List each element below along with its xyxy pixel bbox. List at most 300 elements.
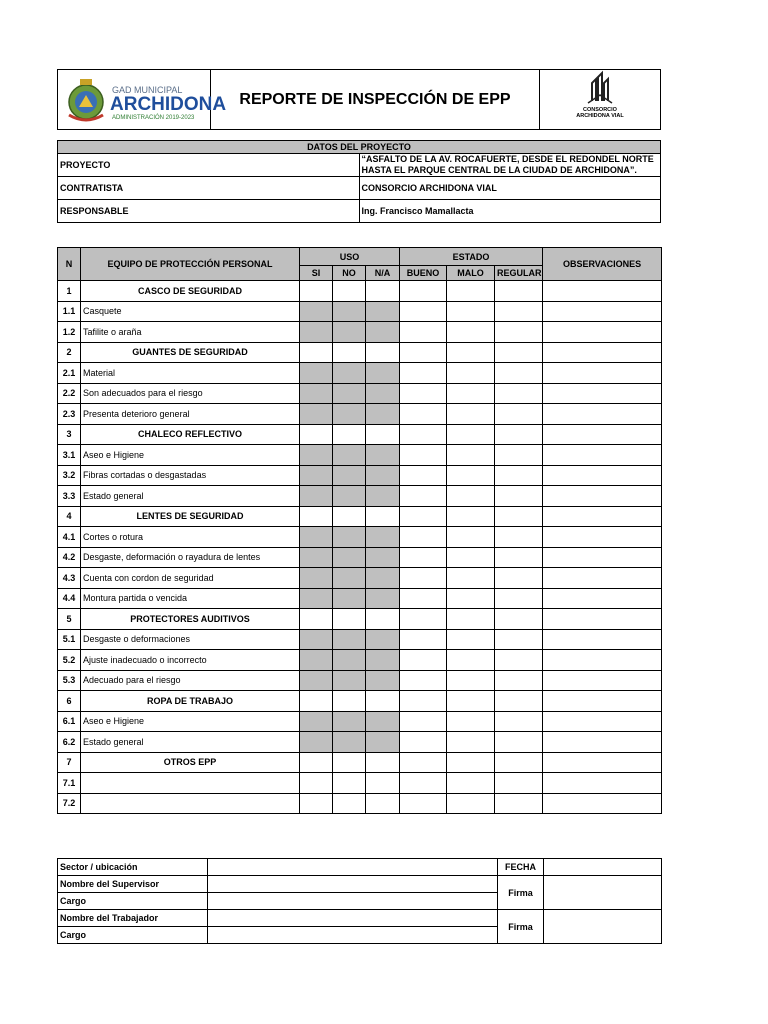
row-number: 6.1 — [58, 711, 81, 732]
sector-input[interactable] — [208, 859, 498, 876]
trabajador-label: Nombre del Trabajador — [58, 910, 208, 927]
col-regular-header: REGULAR — [495, 266, 543, 281]
si-cell[interactable] — [300, 383, 333, 404]
row-number: 5 — [58, 609, 81, 630]
malo-cell[interactable] — [447, 773, 495, 794]
regular-cell[interactable] — [495, 363, 543, 384]
si-cell[interactable] — [300, 342, 333, 363]
regular-cell[interactable] — [495, 322, 543, 343]
no-cell[interactable] — [333, 711, 366, 732]
si-cell[interactable] — [300, 301, 333, 322]
no-cell[interactable] — [333, 588, 366, 609]
na-cell[interactable] — [366, 793, 400, 814]
na-cell[interactable] — [366, 322, 400, 343]
row-number: 7.2 — [58, 793, 81, 814]
row-number: 1.2 — [58, 322, 81, 343]
item-row — [58, 527, 662, 548]
row-number: 7.1 — [58, 773, 81, 794]
na-cell[interactable] — [366, 465, 400, 486]
row-number: 4 — [58, 506, 81, 527]
col-na-header: N/A — [366, 266, 400, 281]
observaciones-cell[interactable] — [543, 568, 662, 589]
regular-cell[interactable] — [495, 506, 543, 527]
na-cell[interactable] — [366, 711, 400, 732]
observaciones-cell[interactable] — [543, 527, 662, 548]
bueno-cell[interactable] — [400, 793, 447, 814]
regular-cell[interactable] — [495, 424, 543, 445]
no-cell[interactable] — [333, 363, 366, 384]
logo-line2: ARCHIDONA — [110, 93, 227, 115]
bueno-cell[interactable] — [400, 670, 447, 691]
observaciones-cell[interactable] — [543, 691, 662, 712]
supervisor-label: Nombre del Supervisor — [58, 876, 208, 893]
regular-cell[interactable] — [495, 732, 543, 753]
firma-trabajador-label: Firma — [498, 910, 544, 944]
item-label: Aseo e Higiene — [81, 445, 300, 466]
na-cell[interactable] — [366, 752, 400, 773]
no-cell[interactable] — [333, 322, 366, 343]
na-cell[interactable] — [366, 547, 400, 568]
malo-cell[interactable] — [447, 424, 495, 445]
no-cell[interactable] — [333, 342, 366, 363]
na-cell[interactable] — [366, 404, 400, 425]
bueno-cell[interactable] — [400, 752, 447, 773]
observaciones-cell[interactable] — [543, 773, 662, 794]
regular-cell[interactable] — [495, 342, 543, 363]
signature-table — [57, 858, 662, 944]
col-no-header: NO — [333, 266, 366, 281]
consortium-logo-line2: ARCHIDONA VIAL — [576, 112, 624, 119]
si-cell[interactable] — [300, 527, 333, 548]
row-number: 4.1 — [58, 527, 81, 548]
na-cell[interactable] — [366, 670, 400, 691]
bueno-cell[interactable] — [400, 281, 447, 302]
row-number: 1 — [58, 281, 81, 302]
item-label: Fibras cortadas o desgastadas — [81, 465, 300, 486]
regular-cell[interactable] — [495, 773, 543, 794]
bueno-cell[interactable] — [400, 301, 447, 322]
report-header — [57, 69, 661, 130]
na-cell[interactable] — [366, 588, 400, 609]
no-cell[interactable] — [333, 793, 366, 814]
item-row — [58, 629, 662, 650]
si-cell[interactable] — [300, 609, 333, 630]
item-label: Son adecuados para el riesgo — [81, 383, 300, 404]
na-cell[interactable] — [366, 609, 400, 630]
na-cell[interactable] — [366, 342, 400, 363]
row-number: 2.1 — [58, 363, 81, 384]
si-cell[interactable] — [300, 773, 333, 794]
regular-cell[interactable] — [495, 281, 543, 302]
section-row — [58, 691, 662, 712]
row-number: 1.1 — [58, 301, 81, 322]
observaciones-cell[interactable] — [543, 629, 662, 650]
no-cell[interactable] — [333, 547, 366, 568]
bueno-cell[interactable] — [400, 342, 447, 363]
item-row — [58, 445, 662, 466]
observaciones-cell[interactable] — [543, 793, 662, 814]
regular-cell[interactable] — [495, 629, 543, 650]
item-row — [58, 568, 662, 589]
si-cell[interactable] — [300, 363, 333, 384]
bueno-cell[interactable] — [400, 465, 447, 486]
municipal-logo — [60, 71, 227, 129]
regular-cell[interactable] — [495, 383, 543, 404]
item-row — [58, 588, 662, 609]
bueno-cell[interactable] — [400, 691, 447, 712]
malo-cell[interactable] — [447, 322, 495, 343]
na-cell[interactable] — [366, 486, 400, 507]
si-cell[interactable] — [300, 588, 333, 609]
section-row — [58, 281, 662, 302]
malo-cell[interactable] — [447, 793, 495, 814]
section-title: GUANTES DE SEGURIDAD — [81, 342, 300, 363]
section-title: PROTECTORES AUDITIVOS — [81, 609, 300, 630]
si-cell[interactable] — [300, 732, 333, 753]
na-cell[interactable] — [366, 773, 400, 794]
na-cell[interactable] — [366, 281, 400, 302]
item-row — [58, 465, 662, 486]
row-number: 4.2 — [58, 547, 81, 568]
no-cell[interactable] — [333, 732, 366, 753]
item-label: Adecuado para el riesgo — [81, 670, 300, 691]
si-cell[interactable] — [300, 506, 333, 527]
no-cell[interactable] — [333, 383, 366, 404]
si-cell[interactable] — [300, 465, 333, 486]
na-cell[interactable] — [366, 424, 400, 445]
malo-cell[interactable] — [447, 650, 495, 671]
col-malo-header: MALO — [447, 266, 495, 281]
item-row — [58, 547, 662, 568]
section-row — [58, 342, 662, 363]
no-cell[interactable] — [333, 609, 366, 630]
malo-cell[interactable] — [447, 404, 495, 425]
no-cell[interactable] — [333, 629, 366, 650]
no-cell[interactable] — [333, 691, 366, 712]
regular-cell[interactable] — [495, 650, 543, 671]
item-label: Aseo e Higiene — [81, 711, 300, 732]
regular-cell[interactable] — [495, 711, 543, 732]
no-cell[interactable] — [333, 670, 366, 691]
item-row — [58, 711, 662, 732]
item-row — [58, 793, 662, 814]
bueno-cell[interactable] — [400, 527, 447, 548]
contractor-value[interactable]: CONSORCIO ARCHIDONA VIAL — [359, 177, 661, 200]
malo-cell[interactable] — [447, 281, 495, 302]
observaciones-cell[interactable] — [543, 301, 662, 322]
consortium-logo-line1: CONSORCIO — [583, 106, 617, 113]
bueno-cell[interactable] — [400, 424, 447, 445]
si-cell[interactable] — [300, 568, 333, 589]
regular-cell[interactable] — [495, 793, 543, 814]
item-label — [81, 773, 300, 794]
regular-cell[interactable] — [495, 588, 543, 609]
checklist-body — [58, 281, 662, 814]
na-cell[interactable] — [366, 301, 400, 322]
observaciones-cell[interactable] — [543, 486, 662, 507]
observaciones-cell[interactable] — [543, 342, 662, 363]
malo-cell[interactable] — [447, 342, 495, 363]
no-cell[interactable] — [333, 465, 366, 486]
project-label: PROYECTO — [58, 154, 360, 177]
sector-label: Sector / ubicación — [58, 859, 208, 876]
no-cell[interactable] — [333, 752, 366, 773]
regular-cell[interactable] — [495, 465, 543, 486]
row-number: 4.3 — [58, 568, 81, 589]
bueno-cell[interactable] — [400, 445, 447, 466]
supervisor-input[interactable] — [208, 876, 498, 893]
col-equipo-header: EQUIPO DE PROTECCIÓN PERSONAL — [81, 248, 300, 281]
no-cell[interactable] — [333, 773, 366, 794]
regular-cell[interactable] — [495, 691, 543, 712]
epp-checklist-table — [57, 247, 662, 814]
item-label: Ajuste inadecuado o incorrecto — [81, 650, 300, 671]
project-section-title: DATOS DEL PROYECTO — [58, 141, 661, 154]
responsible-value[interactable]: Ing. Francisco Mamallacta — [359, 200, 661, 223]
item-label: Montura partida o vencida — [81, 588, 300, 609]
row-number: 3.2 — [58, 465, 81, 486]
regular-cell[interactable] — [495, 301, 543, 322]
row-number: 2.3 — [58, 404, 81, 425]
observaciones-cell[interactable] — [543, 322, 662, 343]
row-number: 4.4 — [58, 588, 81, 609]
na-cell[interactable] — [366, 363, 400, 384]
bueno-cell[interactable] — [400, 588, 447, 609]
item-row — [58, 301, 662, 322]
si-cell[interactable] — [300, 711, 333, 732]
regular-cell[interactable] — [495, 568, 543, 589]
no-cell[interactable] — [333, 424, 366, 445]
row-number: 3.3 — [58, 486, 81, 507]
bueno-cell[interactable] — [400, 773, 447, 794]
no-cell[interactable] — [333, 527, 366, 548]
col-uso-header: USO — [300, 248, 400, 266]
item-row — [58, 383, 662, 404]
row-number: 3.1 — [58, 445, 81, 466]
project-row — [58, 154, 661, 177]
na-cell[interactable] — [366, 732, 400, 753]
item-label: Cuenta con cordon de seguridad — [81, 568, 300, 589]
si-cell[interactable] — [300, 670, 333, 691]
bueno-cell[interactable] — [400, 568, 447, 589]
na-cell[interactable] — [366, 629, 400, 650]
item-label: Estado general — [81, 732, 300, 753]
no-cell[interactable] — [333, 568, 366, 589]
item-label: Material — [81, 363, 300, 384]
item-row — [58, 322, 662, 343]
observaciones-cell[interactable] — [543, 404, 662, 425]
observaciones-cell[interactable] — [543, 363, 662, 384]
bueno-cell[interactable] — [400, 383, 447, 404]
cargo-trabajador-input[interactable] — [208, 927, 498, 944]
section-title: LENTES DE SEGURIDAD — [81, 506, 300, 527]
observaciones-cell[interactable] — [543, 547, 662, 568]
na-cell[interactable] — [366, 527, 400, 548]
malo-cell[interactable] — [447, 629, 495, 650]
no-cell[interactable] — [333, 506, 366, 527]
row-number: 5.1 — [58, 629, 81, 650]
item-label: Estado general — [81, 486, 300, 507]
regular-cell[interactable] — [495, 752, 543, 773]
regular-cell[interactable] — [495, 445, 543, 466]
firma-supervisor-label: Firma — [498, 876, 544, 910]
malo-cell[interactable] — [447, 363, 495, 384]
item-label: Casquete — [81, 301, 300, 322]
row-number: 2.2 — [58, 383, 81, 404]
item-row — [58, 404, 662, 425]
item-row — [58, 773, 662, 794]
regular-cell[interactable] — [495, 670, 543, 691]
observaciones-cell[interactable] — [543, 670, 662, 691]
item-label: Desgaste o deformaciones — [81, 629, 300, 650]
row-number: 7 — [58, 752, 81, 773]
bueno-cell[interactable] — [400, 609, 447, 630]
si-cell[interactable] — [300, 691, 333, 712]
malo-cell[interactable] — [447, 301, 495, 322]
malo-cell[interactable] — [447, 568, 495, 589]
no-cell[interactable] — [333, 404, 366, 425]
col-observaciones-header: OBSERVACIONES — [543, 248, 662, 281]
cargo-supervisor-label: Cargo — [58, 893, 208, 910]
na-cell[interactable] — [366, 506, 400, 527]
observaciones-cell[interactable] — [543, 281, 662, 302]
observaciones-cell[interactable] — [543, 609, 662, 630]
si-cell[interactable] — [300, 629, 333, 650]
observaciones-cell[interactable] — [543, 383, 662, 404]
si-cell[interactable] — [300, 650, 333, 671]
na-cell[interactable] — [366, 383, 400, 404]
bueno-cell[interactable] — [400, 547, 447, 568]
section-title: ROPA DE TRABAJO — [81, 691, 300, 712]
col-n-header: N — [58, 248, 81, 281]
observaciones-cell[interactable] — [543, 424, 662, 445]
firma-supervisor-input[interactable] — [544, 876, 662, 910]
malo-cell[interactable] — [447, 486, 495, 507]
observaciones-cell[interactable] — [543, 506, 662, 527]
row-number: 5.3 — [58, 670, 81, 691]
col-bueno-header: BUENO — [400, 266, 447, 281]
si-cell[interactable] — [300, 424, 333, 445]
si-cell[interactable] — [300, 322, 333, 343]
regular-cell[interactable] — [495, 404, 543, 425]
row-number: 3 — [58, 424, 81, 445]
malo-cell[interactable] — [447, 588, 495, 609]
malo-cell[interactable] — [447, 711, 495, 732]
malo-cell[interactable] — [447, 445, 495, 466]
responsible-label: RESPONSABLE — [58, 200, 360, 223]
no-cell[interactable] — [333, 650, 366, 671]
na-cell[interactable] — [366, 691, 400, 712]
item-row — [58, 486, 662, 507]
section-row — [58, 752, 662, 773]
no-cell[interactable] — [333, 445, 366, 466]
section-row — [58, 424, 662, 445]
malo-cell[interactable] — [447, 527, 495, 548]
si-cell[interactable] — [300, 547, 333, 568]
si-cell[interactable] — [300, 793, 333, 814]
row-number: 6.2 — [58, 732, 81, 753]
observaciones-cell[interactable] — [543, 465, 662, 486]
malo-cell[interactable] — [447, 752, 495, 773]
firma-trabajador-input[interactable] — [544, 910, 662, 944]
observaciones-cell[interactable] — [543, 445, 662, 466]
bueno-cell[interactable] — [400, 506, 447, 527]
na-cell[interactable] — [366, 445, 400, 466]
si-cell[interactable] — [300, 281, 333, 302]
malo-cell[interactable] — [447, 670, 495, 691]
malo-cell[interactable] — [447, 609, 495, 630]
section-title: CASCO DE SEGURIDAD — [81, 281, 300, 302]
report-title: REPORTE DE INSPECCIÓN DE EPP — [211, 70, 540, 130]
cargo-trabajador-label: Cargo — [58, 927, 208, 944]
si-cell[interactable] — [300, 486, 333, 507]
no-cell[interactable] — [333, 281, 366, 302]
cargo-supervisor-input[interactable] — [208, 893, 498, 910]
municipal-logo-cell — [58, 70, 227, 130]
observaciones-cell[interactable] — [543, 588, 662, 609]
fecha-input[interactable] — [544, 859, 662, 876]
regular-cell[interactable] — [495, 609, 543, 630]
bueno-cell[interactable] — [400, 363, 447, 384]
bueno-cell[interactable] — [400, 629, 447, 650]
bueno-cell[interactable] — [400, 486, 447, 507]
observaciones-cell[interactable] — [543, 732, 662, 753]
col-estado-header: ESTADO — [400, 248, 543, 266]
item-label — [81, 793, 300, 814]
regular-cell[interactable] — [495, 527, 543, 548]
project-value[interactable]: “ASFALTO DE LA AV. ROCAFUERTE, DESDE EL REDONDEL NORTE HASTA EL PARQUE CENTRAL DE LA CIUDAD DE ARCHIDONA”. — [359, 154, 661, 177]
bueno-cell[interactable] — [400, 404, 447, 425]
item-label: Tafilite o araña — [81, 322, 300, 343]
observaciones-cell[interactable] — [543, 650, 662, 671]
consortium-logo — [544, 71, 656, 129]
si-cell[interactable] — [300, 404, 333, 425]
bueno-cell[interactable] — [400, 322, 447, 343]
logo-line1: GAD MUNICIPAL — [112, 84, 183, 95]
bueno-cell[interactable] — [400, 732, 447, 753]
trabajador-input[interactable] — [208, 910, 498, 927]
na-cell[interactable] — [366, 568, 400, 589]
no-cell[interactable] — [333, 301, 366, 322]
consortium-logo-cell — [540, 70, 661, 130]
section-row — [58, 506, 662, 527]
malo-cell[interactable] — [447, 732, 495, 753]
item-row — [58, 670, 662, 691]
si-cell[interactable] — [300, 445, 333, 466]
na-cell[interactable] — [366, 650, 400, 671]
no-cell[interactable] — [333, 486, 366, 507]
item-label: Cortes o rotura — [81, 527, 300, 548]
malo-cell[interactable] — [447, 465, 495, 486]
malo-cell[interactable] — [447, 506, 495, 527]
observaciones-cell[interactable] — [543, 752, 662, 773]
item-label: Presenta deterioro general — [81, 404, 300, 425]
observaciones-cell[interactable] — [543, 711, 662, 732]
malo-cell[interactable] — [447, 691, 495, 712]
item-label: Desgaste, deformación o rayadura de lentes — [81, 547, 300, 568]
regular-cell[interactable] — [495, 486, 543, 507]
contractor-row — [58, 177, 661, 200]
col-si-header: SI — [300, 266, 333, 281]
bueno-cell[interactable] — [400, 711, 447, 732]
si-cell[interactable] — [300, 752, 333, 773]
project-data-table — [57, 140, 661, 223]
malo-cell[interactable] — [447, 547, 495, 568]
malo-cell[interactable] — [447, 383, 495, 404]
regular-cell[interactable] — [495, 547, 543, 568]
row-number: 5.2 — [58, 650, 81, 671]
bueno-cell[interactable] — [400, 650, 447, 671]
